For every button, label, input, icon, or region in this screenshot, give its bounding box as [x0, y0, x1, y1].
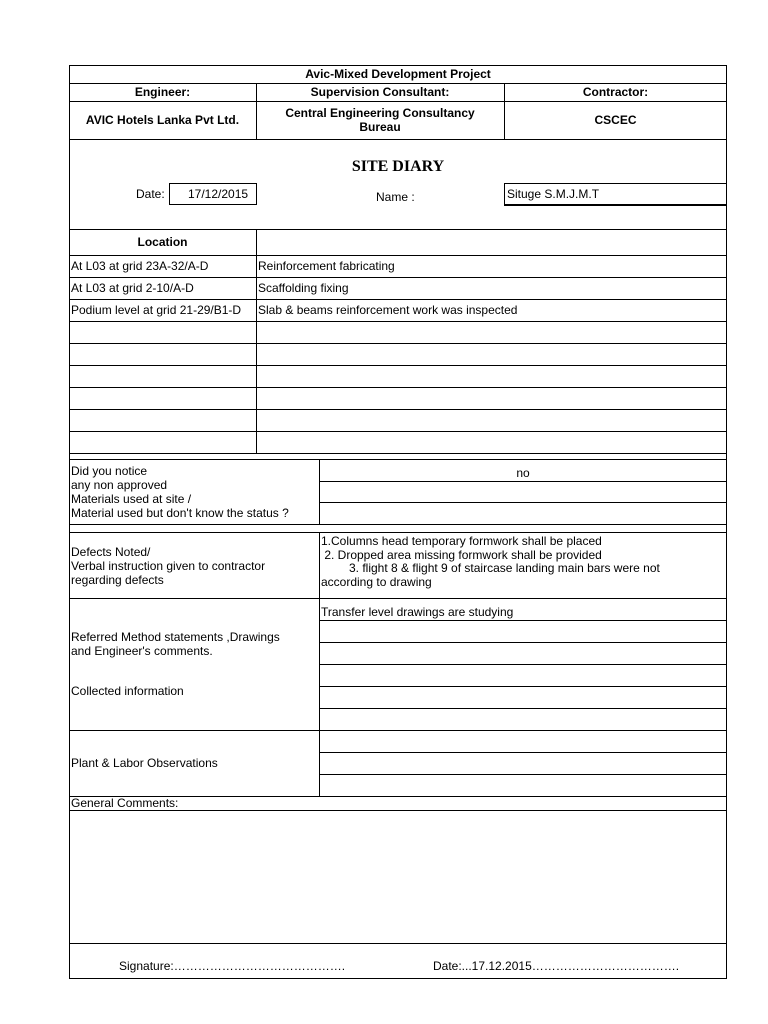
row-divider	[69, 409, 727, 410]
location-cell: Podium level at grid 21-29/B1-D	[71, 303, 242, 317]
row-divider	[319, 664, 727, 665]
work-cell: Scaffolding fixing	[258, 281, 349, 295]
notice-label: Material used but don't know the status ?	[71, 506, 289, 520]
date-value: 17/12/2015	[188, 187, 249, 201]
row-divider	[69, 431, 727, 432]
location-cell: At L03 at grid 23A-32/A-D	[71, 259, 209, 273]
contractor-label: Contractor:	[582, 85, 649, 99]
referred-col-divider	[319, 598, 320, 796]
contractor-name: CSCEC	[594, 113, 637, 127]
section-divider	[69, 459, 727, 460]
referred-value: Transfer level drawings are studying	[321, 605, 514, 619]
header-divider	[69, 101, 727, 102]
name-field[interactable]	[504, 183, 727, 205]
referred-label: and Engineer's comments.	[71, 644, 213, 658]
row-divider	[69, 277, 727, 278]
work-cell: Reinforcement fabricating	[258, 259, 395, 273]
defect-item: 2. Dropped area missing formwork shall be provided	[321, 548, 602, 562]
date-field[interactable]	[169, 183, 257, 205]
consultant-name-line2: Bureau	[359, 120, 401, 134]
section-divider	[69, 532, 727, 533]
notice-answer: no	[516, 466, 530, 480]
row-divider	[69, 387, 727, 388]
defects-label: regarding defects	[71, 573, 164, 587]
section-divider	[69, 598, 727, 599]
location-header: Location	[137, 235, 188, 249]
general-comments-label: General Comments:	[71, 796, 179, 810]
section-divider	[69, 810, 727, 811]
section-divider	[69, 943, 727, 944]
row-divider	[319, 502, 727, 503]
header-divider	[69, 139, 727, 140]
row-divider	[69, 255, 727, 256]
name-value: Situge S.M.J.M.T	[507, 187, 600, 201]
consultant-name-line1: Central Engineering Consultancy	[285, 106, 475, 120]
defect-item: 3. flight 8 & flight 9 of staircase landing main bars were not	[349, 561, 660, 575]
notice-label: Did you notice	[71, 464, 148, 478]
section-divider	[69, 730, 727, 731]
row-divider	[319, 642, 727, 643]
engineer-label: Engineer:	[134, 85, 191, 99]
row-divider	[319, 774, 727, 775]
row-divider	[69, 321, 727, 322]
project-title: Avic-Mixed Development Project	[305, 67, 491, 81]
row-divider	[319, 686, 727, 687]
referred-label: Referred Method statements ,Drawings	[71, 630, 280, 644]
defect-item: according to drawing	[321, 575, 432, 589]
plant-labor-label: Plant & Labor Observations	[71, 756, 218, 770]
defects-label: Verbal instruction given to contractor	[71, 559, 266, 573]
defects-label: Defects Noted/	[71, 545, 151, 559]
row-divider	[319, 620, 727, 621]
location-col-divider	[256, 229, 257, 453]
location-cell: At L03 at grid 2-10/A-D	[71, 281, 194, 295]
row-divider	[319, 481, 727, 482]
header-divider	[69, 83, 727, 84]
name-label: Name :	[376, 190, 415, 204]
row-divider	[69, 343, 727, 344]
section-divider	[69, 524, 727, 525]
row-divider	[319, 708, 727, 709]
engineer-name: AVIC Hotels Lanka Pvt Ltd.	[85, 113, 240, 127]
collected-info-label: Collected information	[71, 684, 184, 698]
row-divider	[319, 752, 727, 753]
notice-label: any non approved	[71, 478, 168, 492]
work-cell: Slab & beams reinforcement work was inspected	[258, 303, 518, 317]
defects-col-divider	[319, 532, 320, 598]
defect-item: 1.Columns head temporary formwork shall be placed	[321, 534, 602, 548]
notice-label: Materials used at site /	[71, 492, 192, 506]
footer-date: Date:...17.12.2015……………………………….	[433, 959, 680, 973]
consultant-label: Supervision Consultant:	[310, 85, 450, 99]
row-divider	[69, 299, 727, 300]
row-divider	[69, 229, 727, 230]
row-divider	[69, 365, 727, 366]
row-divider	[504, 205, 727, 206]
date-label: Date:	[136, 187, 165, 201]
row-divider	[69, 453, 727, 454]
signature-line: Signature:…………………………………….	[119, 959, 346, 973]
site-diary-title: SITE DIARY	[351, 158, 445, 175]
